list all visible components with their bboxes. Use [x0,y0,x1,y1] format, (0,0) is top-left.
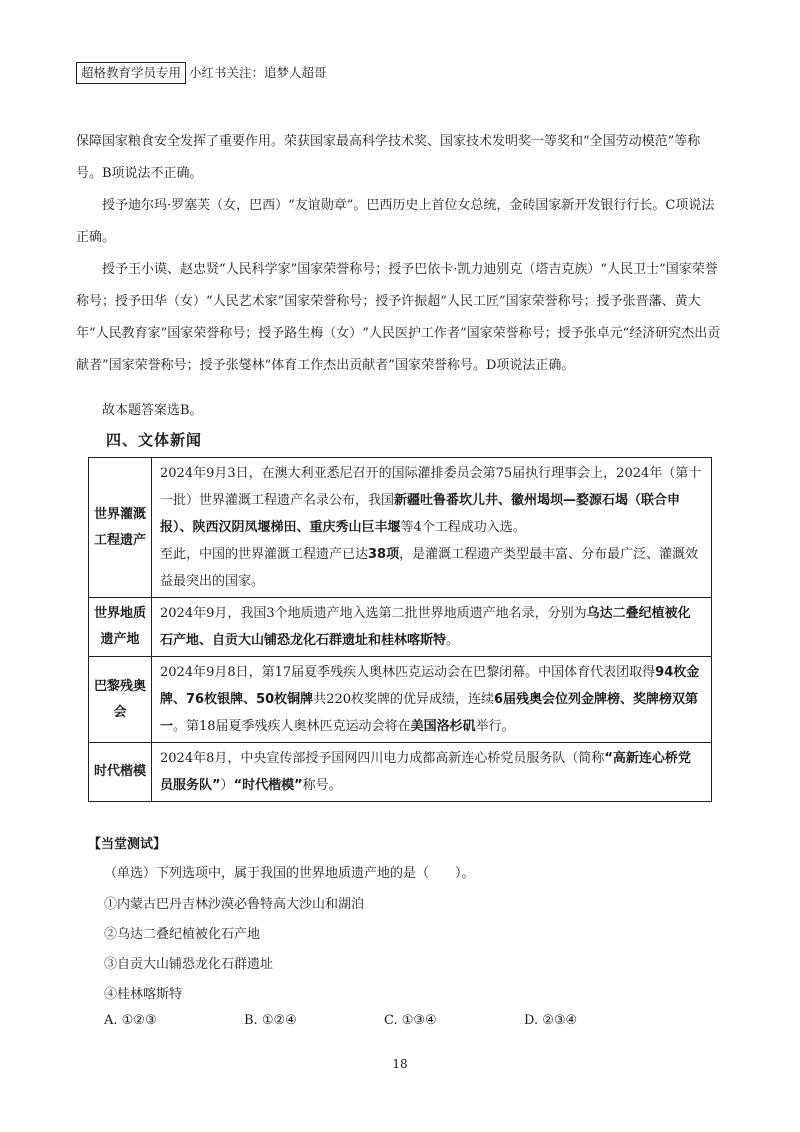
row-bold-text: “高新连心桥党员服务队” [160,751,691,793]
row-label: 世界灌溉工程遗产 [89,458,152,598]
row-bold-text: 美国洛杉矶 [410,719,476,734]
row-bold-text: 6届残奥会位列金牌榜、奖牌榜双第一 [160,692,699,734]
header-badge: 超格教育学员专用 [76,62,186,84]
row-text: 2024年9月3日，在澳大利亚悉尼召开的国际灌排委员会第75届执行理事会上，2024年（第十一批）世界灌溉工程遗产名录公布，我国 [160,466,702,508]
quiz-item: ①内蒙古巴丹吉林沙漠必鲁特高大沙山和湖泊 [104,897,365,912]
page-header [76,62,327,84]
row-text: 2024年8月，中央宣传部授予国网四川电力成都高新连心桥党员服务队（简称 [160,751,605,766]
quiz-item: ③自贡大山铺恐龙化石群遗址 [104,957,274,972]
row-text: 举行。 [475,719,515,734]
row-bold-text: 新疆吐鲁番坎儿井、徽州堨坝—婺源石堨（联合申报）、陕西汉阴凤堰梯田、重庆秀山巨丰堰 [160,493,681,535]
table-row [89,458,712,598]
table-row [89,598,712,657]
quiz-item: ②乌达二叠纪植被化石产地 [104,927,261,942]
paragraph-d-explanation: 授予王小谟、赵忠贤“人民科学家”国家荣誉称号；授予巴依卡·凯力迪别克（塔吉克族）“人民卫士”国家荣誉称号；授予田华（女）“人民艺术家”国家荣誉称号；授予许振超“人民工匠”国家荣誉称号；授予张晋藩、黄大年“人民教育家”国家荣誉称号；授予路生梅（女）“人民医护工作者”国家荣誉称号；授予张卓元“经济研究杰出贡献者”国家荣誉称号；授予张燮林“体育工作杰出贡献者”国家荣誉称号。D项说法正确。 [76,262,721,373]
news-table [88,457,712,802]
row-text: 2024年9月，我国3个地质遗产地入选第二批世界地质遗产地名录，分别为 [160,606,587,621]
table-row [89,657,712,743]
choice-d: D. ②③④ [524,1013,578,1028]
row-text: 2024年9月8日，第17届夏季残疾人奥林匹克运动会在巴黎闭幕。中国体育代表团取得 [160,665,656,680]
row-text: 。 [446,633,460,648]
row-content [152,598,712,657]
quiz-item: ④桂林喀斯特 [104,987,183,1002]
table-row [89,743,712,802]
row-text: ） [220,778,234,793]
paragraph-b-explanation: 保障国家粮食安全发挥了重要作用。荣获国家最高科学技术奖、国家技术发明奖一等奖和“全国劳动模范”等称号。B项说法不正确。 [76,134,701,181]
row-text: 至此，中国的世界灌溉工程遗产已达 [160,547,369,562]
row-bold-text: 94枚金牌、76枚银牌、50枚铜牌 [160,665,700,707]
row-text: 称号。 [302,778,342,793]
row-label: 巴黎残奥会 [89,657,152,743]
row-content [152,657,712,743]
row-label: 时代楷模 [89,743,152,802]
page-number: 18 [392,1057,408,1071]
quiz-section-label: 【当堂测试】 [88,837,167,852]
choice-a: A. ①②③ [104,1013,157,1028]
choice-c: C. ①③④ [384,1013,437,1028]
row-text: 。第18届夏季残疾人奥林匹克运动会将在 [173,719,411,734]
quiz-question: （单选）下列选项中，属于我国的世界地质遗产地的是（ ）。 [104,866,475,881]
header-note: 小红书关注：追梦人超哥 [189,65,327,80]
row-text: 共220枚奖牌的优异成绩，连续 [313,692,495,707]
row-bold-text: “时代楷模” [233,778,303,793]
row-text: ，是灌溉工程遗产类型最丰富、分布最广泛、灌溉效益最突出的国家。 [160,547,699,589]
row-text: 等4个工程成功入选。 [400,520,526,535]
section-title: 四、文体新闻 [106,431,203,449]
row-content [152,458,712,598]
paragraph-c-explanation: 授予迪尔玛·罗塞芙（女，巴西）“友谊勋章”。巴西历史上首位女总统，金砖国家新开发银行行长。C项说法正确。 [76,198,715,245]
paragraph-answer: 故本题答案选B。 [102,403,203,418]
row-label: 世界地质遗产地 [89,598,152,657]
row-content [152,743,712,802]
row-bold-text: 38项 [368,547,400,562]
row-bold-text: 乌达二叠纪植被化石产地、自贡大山铺恐龙化石群遗址和桂林喀斯特 [160,606,691,648]
choice-b: B. ①②④ [244,1013,297,1028]
